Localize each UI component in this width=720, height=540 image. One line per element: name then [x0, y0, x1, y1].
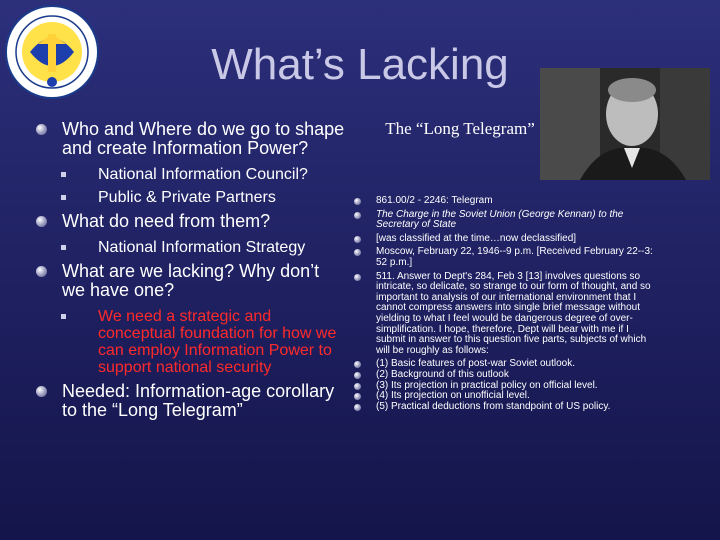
bullet-icon — [354, 236, 361, 243]
square-bullet-icon — [61, 195, 66, 200]
bullet-icon — [354, 249, 361, 256]
bullet-icon — [36, 386, 47, 397]
left-bullet-list — [36, 120, 346, 428]
portrait-photo — [540, 68, 710, 180]
square-bullet-icon — [61, 172, 66, 177]
bullet-icon — [354, 274, 361, 281]
bullet-who-where: Who and Where do we go to shape and create Information Power? — [36, 120, 346, 158]
telegram-line: (2) Background of this outlook — [352, 370, 658, 381]
bullet-needed: Needed: Information-age corollary to the “Long Telegram” — [36, 382, 346, 420]
bullet-what-lacking: What are we lacking? Why don’t we have one? — [36, 262, 346, 300]
bullet-icon — [36, 124, 47, 135]
agency-seal-icon — [4, 4, 100, 100]
bullet-icon — [354, 212, 361, 219]
bullet-icon — [354, 361, 361, 368]
bullet-icon — [354, 198, 361, 205]
telegram-line: 861.00/2 - 2246: Telegram — [352, 196, 658, 207]
square-bullet-icon — [61, 314, 66, 319]
telegram-excerpt — [352, 196, 658, 412]
telegram-line: (1) Basic features of post-war Soviet outlook. — [352, 359, 658, 370]
bullet-icon — [354, 404, 361, 411]
bullet-icon — [354, 372, 361, 379]
sub-bullet-council: National Information Council? — [36, 166, 346, 183]
sub-bullet-foundation: We need a strategic and conceptual foundation for how we can employ Information Power to support national security — [36, 308, 346, 376]
telegram-line: (3) Its projection in practical policy on official level. — [352, 381, 658, 392]
telegram-line: Moscow, February 22, 1946--9 p.m. [Received February 22--3: 52 p.m.] — [352, 247, 658, 268]
telegram-line: The Charge in the Soviet Union (George Kennan) to the Secretary of State — [352, 210, 658, 231]
bullet-what-need: What do need from them? — [36, 212, 346, 231]
sub-bullet-strategy: National Information Strategy — [36, 239, 346, 256]
telegram-line: (4) Its projection on unofficial level. — [352, 391, 658, 402]
sub-bullet-partners: Public & Private Partners — [36, 189, 346, 206]
photo-caption: The “Long Telegram” — [385, 119, 535, 138]
square-bullet-icon — [61, 245, 66, 250]
telegram-line: 511. Answer to Dept's 284, Feb 3 [13] involves questions so intricate, so delicate, so strange to our form of thought, and so important to analysis of our international environment that I cannot compress answers into single brief message without yielding to what I feel would be dangerous degree of over-simplification. I hope, therefore, Dept will bear with me if I submit in answer to this question five parts, subjects of which will be roughly as follows: — [352, 272, 658, 357]
slide-title: What’s Lacking — [211, 40, 509, 89]
telegram-line: [was classified at the time…now declassified] — [352, 234, 658, 245]
telegram-line: (5) Practical deductions from standpoint of US policy. — [352, 402, 658, 413]
bullet-icon — [354, 383, 361, 390]
bullet-icon — [36, 266, 47, 277]
bullet-icon — [354, 393, 361, 400]
bullet-icon — [36, 216, 47, 227]
